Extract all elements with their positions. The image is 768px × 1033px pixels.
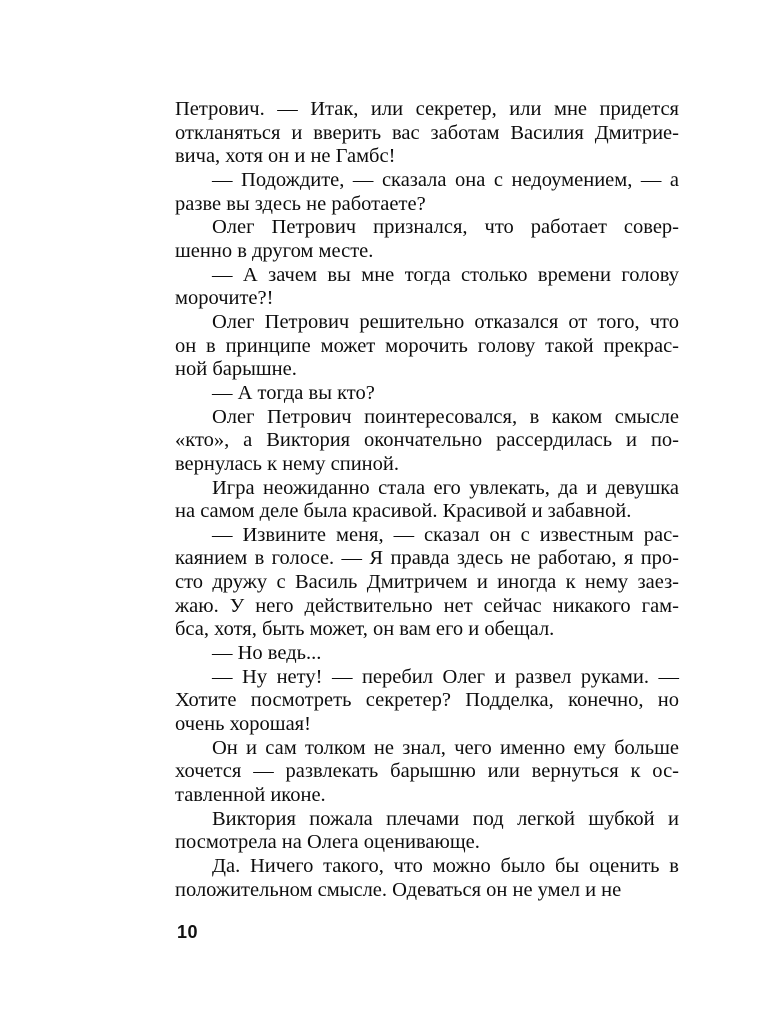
text-line: Олег Петрович признался, что работает совер- — [212, 216, 679, 239]
paragraph — [175, 737, 679, 808]
text-line: разве вы здесь не работаете? — [175, 192, 426, 215]
text-line: «кто», а Виктория окончательно рассердилась и по- — [175, 429, 679, 452]
text-line: положительном смысле. Одеваться он не умел и не — [175, 878, 622, 901]
paragraph — [175, 216, 679, 263]
text-line: очень хорошая! — [175, 713, 311, 736]
text-line: Да. Ничего такого, что можно было бы оценить в — [212, 855, 679, 877]
paragraph — [175, 808, 679, 855]
paragraph — [175, 311, 679, 382]
paragraph — [175, 477, 679, 524]
text-line: Олег Петрович решительно отказался от того, что — [212, 310, 679, 333]
paragraph — [175, 382, 679, 406]
paragraph — [175, 524, 679, 642]
paragraph — [175, 264, 679, 311]
paragraph — [175, 666, 679, 737]
text-line: Игра неожиданно стала его увлекать, да и девушка — [212, 476, 679, 499]
text-line: — Но ведь... — [212, 642, 322, 665]
text-line: Хотите посмотреть секретер? Подделка, конечно, но — [175, 689, 679, 712]
text-line: Виктория пожала плечами под легкой шубкой и — [212, 807, 679, 830]
text-line: сто дружу с Василь Дмитричем и иногда к нему заез- — [175, 571, 679, 594]
text-line: вернулась к нему спиной. — [175, 452, 399, 475]
text-line: — Подождите, — сказала она с недоумением, — а — [212, 168, 679, 191]
body-text — [175, 98, 679, 902]
paragraph — [175, 642, 679, 666]
text-line: откланяться и вверить вас заботам Василия Дмитрие- — [175, 121, 679, 144]
text-line: морочите?! — [175, 287, 274, 310]
paragraph — [175, 169, 679, 216]
text-line: хочется — развлекать барышню или вернуться к ос- — [175, 760, 679, 783]
page-number: 10 — [177, 922, 199, 942]
text-line: жаю. У него действительно нет сейчас никакого гам- — [175, 594, 679, 617]
text-line: — А тогда вы кто? — [212, 381, 375, 404]
text-line: каянием в голосе. — Я правда здесь не работаю, я про- — [175, 547, 679, 570]
text-line: — Извините меня, — сказал он с известным рас- — [212, 523, 679, 546]
text-line: бса, хотя, быть может, он вам его и обещал. — [175, 618, 555, 641]
text-line: шенно в другом месте. — [175, 239, 374, 262]
text-line: — Ну нету! — перебил Олег и развел руками. — — [212, 665, 679, 688]
text-line: на самом деле была красивой. Красивой и забавной. — [175, 500, 632, 523]
paragraph — [175, 406, 679, 477]
text-line: он в принципе может морочить голову такой прекрас- — [175, 334, 679, 357]
paragraph — [175, 855, 679, 902]
text-line: Он и сам толком не знал, чего именно ему больше — [212, 736, 679, 759]
paragraph — [175, 98, 679, 169]
text-line: ной барышне. — [175, 358, 297, 381]
text-line: посмотрела на Олега оценивающе. — [175, 831, 480, 854]
text-line: тавленной иконе. — [175, 784, 326, 807]
text-line: — А зачем вы мне тогда столько времени голову — [212, 263, 679, 286]
text-line: Олег Петрович поинтересовался, в каком смысле — [212, 405, 679, 428]
text-line: вича, хотя он и не Гамбс! — [175, 145, 396, 168]
text-line: Петрович. — Итак, или секретер, или мне придется — [175, 98, 679, 120]
